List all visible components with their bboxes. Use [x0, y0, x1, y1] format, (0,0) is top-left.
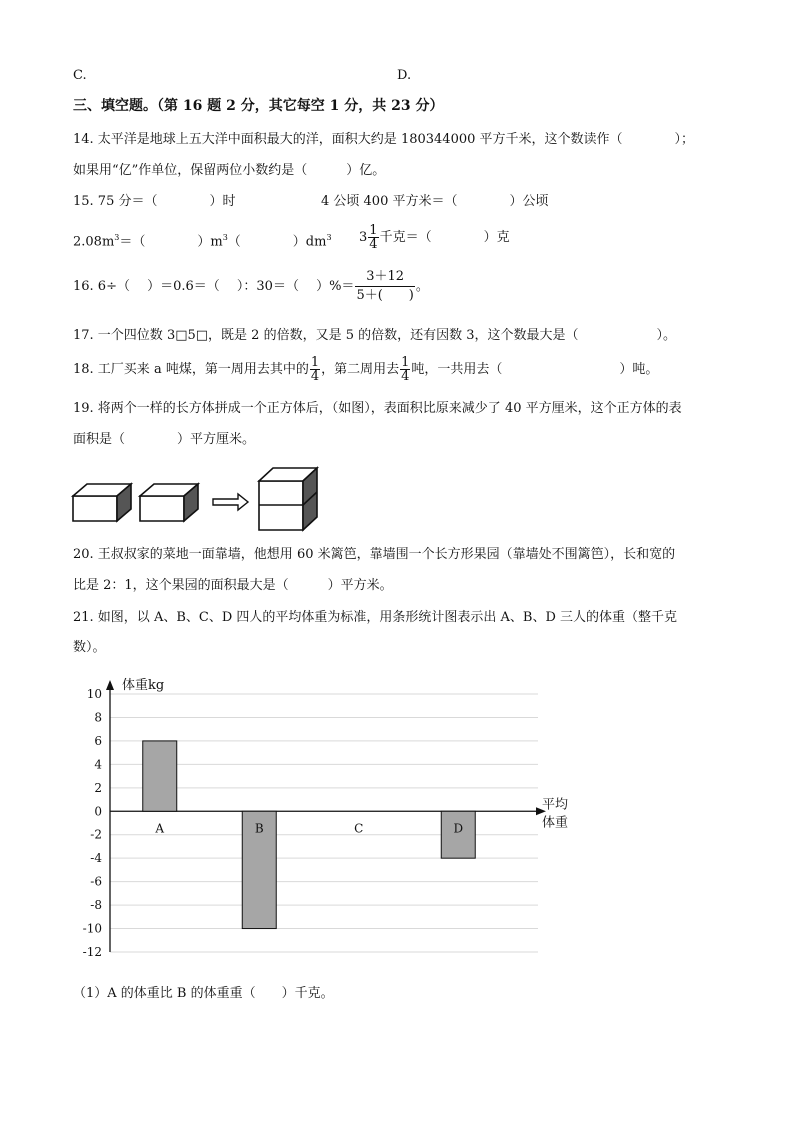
q15-c-pre: 2.08m	[73, 234, 115, 250]
q18-frac2-den: 4	[401, 369, 410, 384]
q18-mid: ，第二周用去	[321, 362, 400, 377]
q16-end: 。	[415, 279, 429, 294]
y-tick-label: 8	[94, 710, 102, 725]
q14-line1: 14. 太平洋是地球上五大洋中面积最大的洋，面积大约是 180344000 平方千米，这个数读作（ ）；	[73, 132, 695, 147]
q15-d-fraction	[368, 224, 378, 251]
x-axis-label-line1: 平均	[542, 797, 569, 813]
y-tick-label: 4	[94, 757, 102, 772]
q15-c-sup3: 3	[326, 233, 332, 242]
q15-b: 4 公顷 400 平方米＝（ ）公顷	[321, 194, 549, 209]
y-tick-label: -4	[90, 851, 102, 866]
y-tick-label: 0	[94, 804, 102, 819]
q21-line2: 数）。	[73, 640, 106, 655]
q16-frac-num: 3＋12	[355, 268, 414, 287]
q18-fraction-1	[310, 356, 320, 383]
q20-line2: 比是 2：1，这个果园的面积最大是（ ）平方米。	[73, 578, 393, 593]
cuboid-left	[73, 484, 131, 521]
q18-frac1-den: 4	[310, 369, 320, 384]
q15-c-mid: ＝（ ）m	[119, 234, 223, 250]
q18-fraction-2	[400, 356, 410, 383]
q16-fraction	[355, 268, 414, 305]
q16	[73, 266, 429, 308]
q19-line1: 19. 将两个一样的长方体拼成一个正方体后，（如图），表面积比原来减少了 40 平方厘米，这个正方体的表	[73, 401, 682, 416]
q16-text: 16. 6÷（ ）＝0.6＝（ ）：30＝（ ）%＝	[73, 279, 355, 294]
q18-frac1-num: 1	[310, 355, 320, 370]
q15-d-post: 千克＝（ ）克	[379, 230, 510, 245]
q17: 17. 一个四位数 3□5□，既是 2 的倍数，又是 5 的倍数，还有因数 3，这个数最大是（ ）。	[73, 328, 677, 343]
y-axis-label: 体重kg	[122, 678, 165, 693]
cuboid-figure	[70, 464, 330, 534]
q15-d-den: 4	[369, 237, 378, 252]
q15-c-sup2: 3	[222, 233, 228, 242]
y-axis-arrow	[106, 680, 114, 690]
q18-frac2-num: 1	[401, 355, 410, 370]
y-tick-label: 2	[94, 780, 102, 795]
q16-frac-den: 5＋( )	[356, 288, 414, 303]
section-title: 三、填空题。（第 16 题 2 分，其它每空 1 分，共 23 分）	[73, 98, 444, 114]
q15-c-post: （ ）dm	[227, 234, 327, 250]
y-tick-label: -2	[90, 827, 102, 842]
x-axis-label-line2: 体重	[542, 815, 569, 831]
q14-line2: 如果用“亿”作单位，保留两位小数约是（ ）亿。	[73, 163, 386, 178]
q15-d-whole: 3	[359, 230, 368, 245]
q18-pre: 18. 工厂买来 a 吨煤，第一周用去其中的	[73, 362, 309, 377]
q15-c	[73, 229, 332, 251]
option-c: C.	[73, 68, 87, 83]
y-tick-label: -10	[82, 921, 102, 936]
q15-d-num: 1	[369, 223, 378, 238]
q18	[73, 349, 658, 391]
q18-post: 吨，一共用去（ ）吨。	[411, 362, 659, 377]
cube-stacked	[259, 468, 317, 530]
cuboid-right	[140, 484, 198, 521]
category-label-C: C	[354, 821, 364, 836]
q21-line1: 21. 如图，以 A、B、C、D 四人的平均体重为标准，用条形统计图表示出 A、B、D 三人的体重（整千克	[73, 610, 678, 625]
y-tick-label: 6	[94, 733, 102, 748]
bar-A	[143, 741, 177, 811]
y-tick-label: -12	[82, 945, 102, 959]
y-tick-label: -6	[90, 874, 102, 889]
y-tick-label: -8	[90, 898, 102, 913]
category-label-D: D	[453, 821, 464, 836]
q21-sub1: （1）A 的体重比 B 的体重重（ ）千克。	[73, 986, 334, 1001]
arrow-icon	[213, 494, 248, 510]
category-label-A: A	[155, 821, 165, 836]
q15-d	[359, 217, 510, 259]
weight-bar-chart	[70, 672, 590, 972]
q15-a: 15. 75 分＝（ ）时	[73, 194, 236, 209]
q19-line2: 面积是（ ）平方厘米。	[73, 432, 256, 447]
category-label-B: B	[254, 821, 264, 836]
option-d: D.	[397, 68, 412, 83]
q20-line1: 20. 王叔叔家的菜地一面靠墙，他想用 60 米篱笆，靠墙围一个长方形果园（靠墙处不围篱笆），长和宽的	[73, 547, 676, 562]
y-tick-label: 10	[86, 687, 102, 701]
q15-c-sup1: 3	[114, 233, 120, 242]
